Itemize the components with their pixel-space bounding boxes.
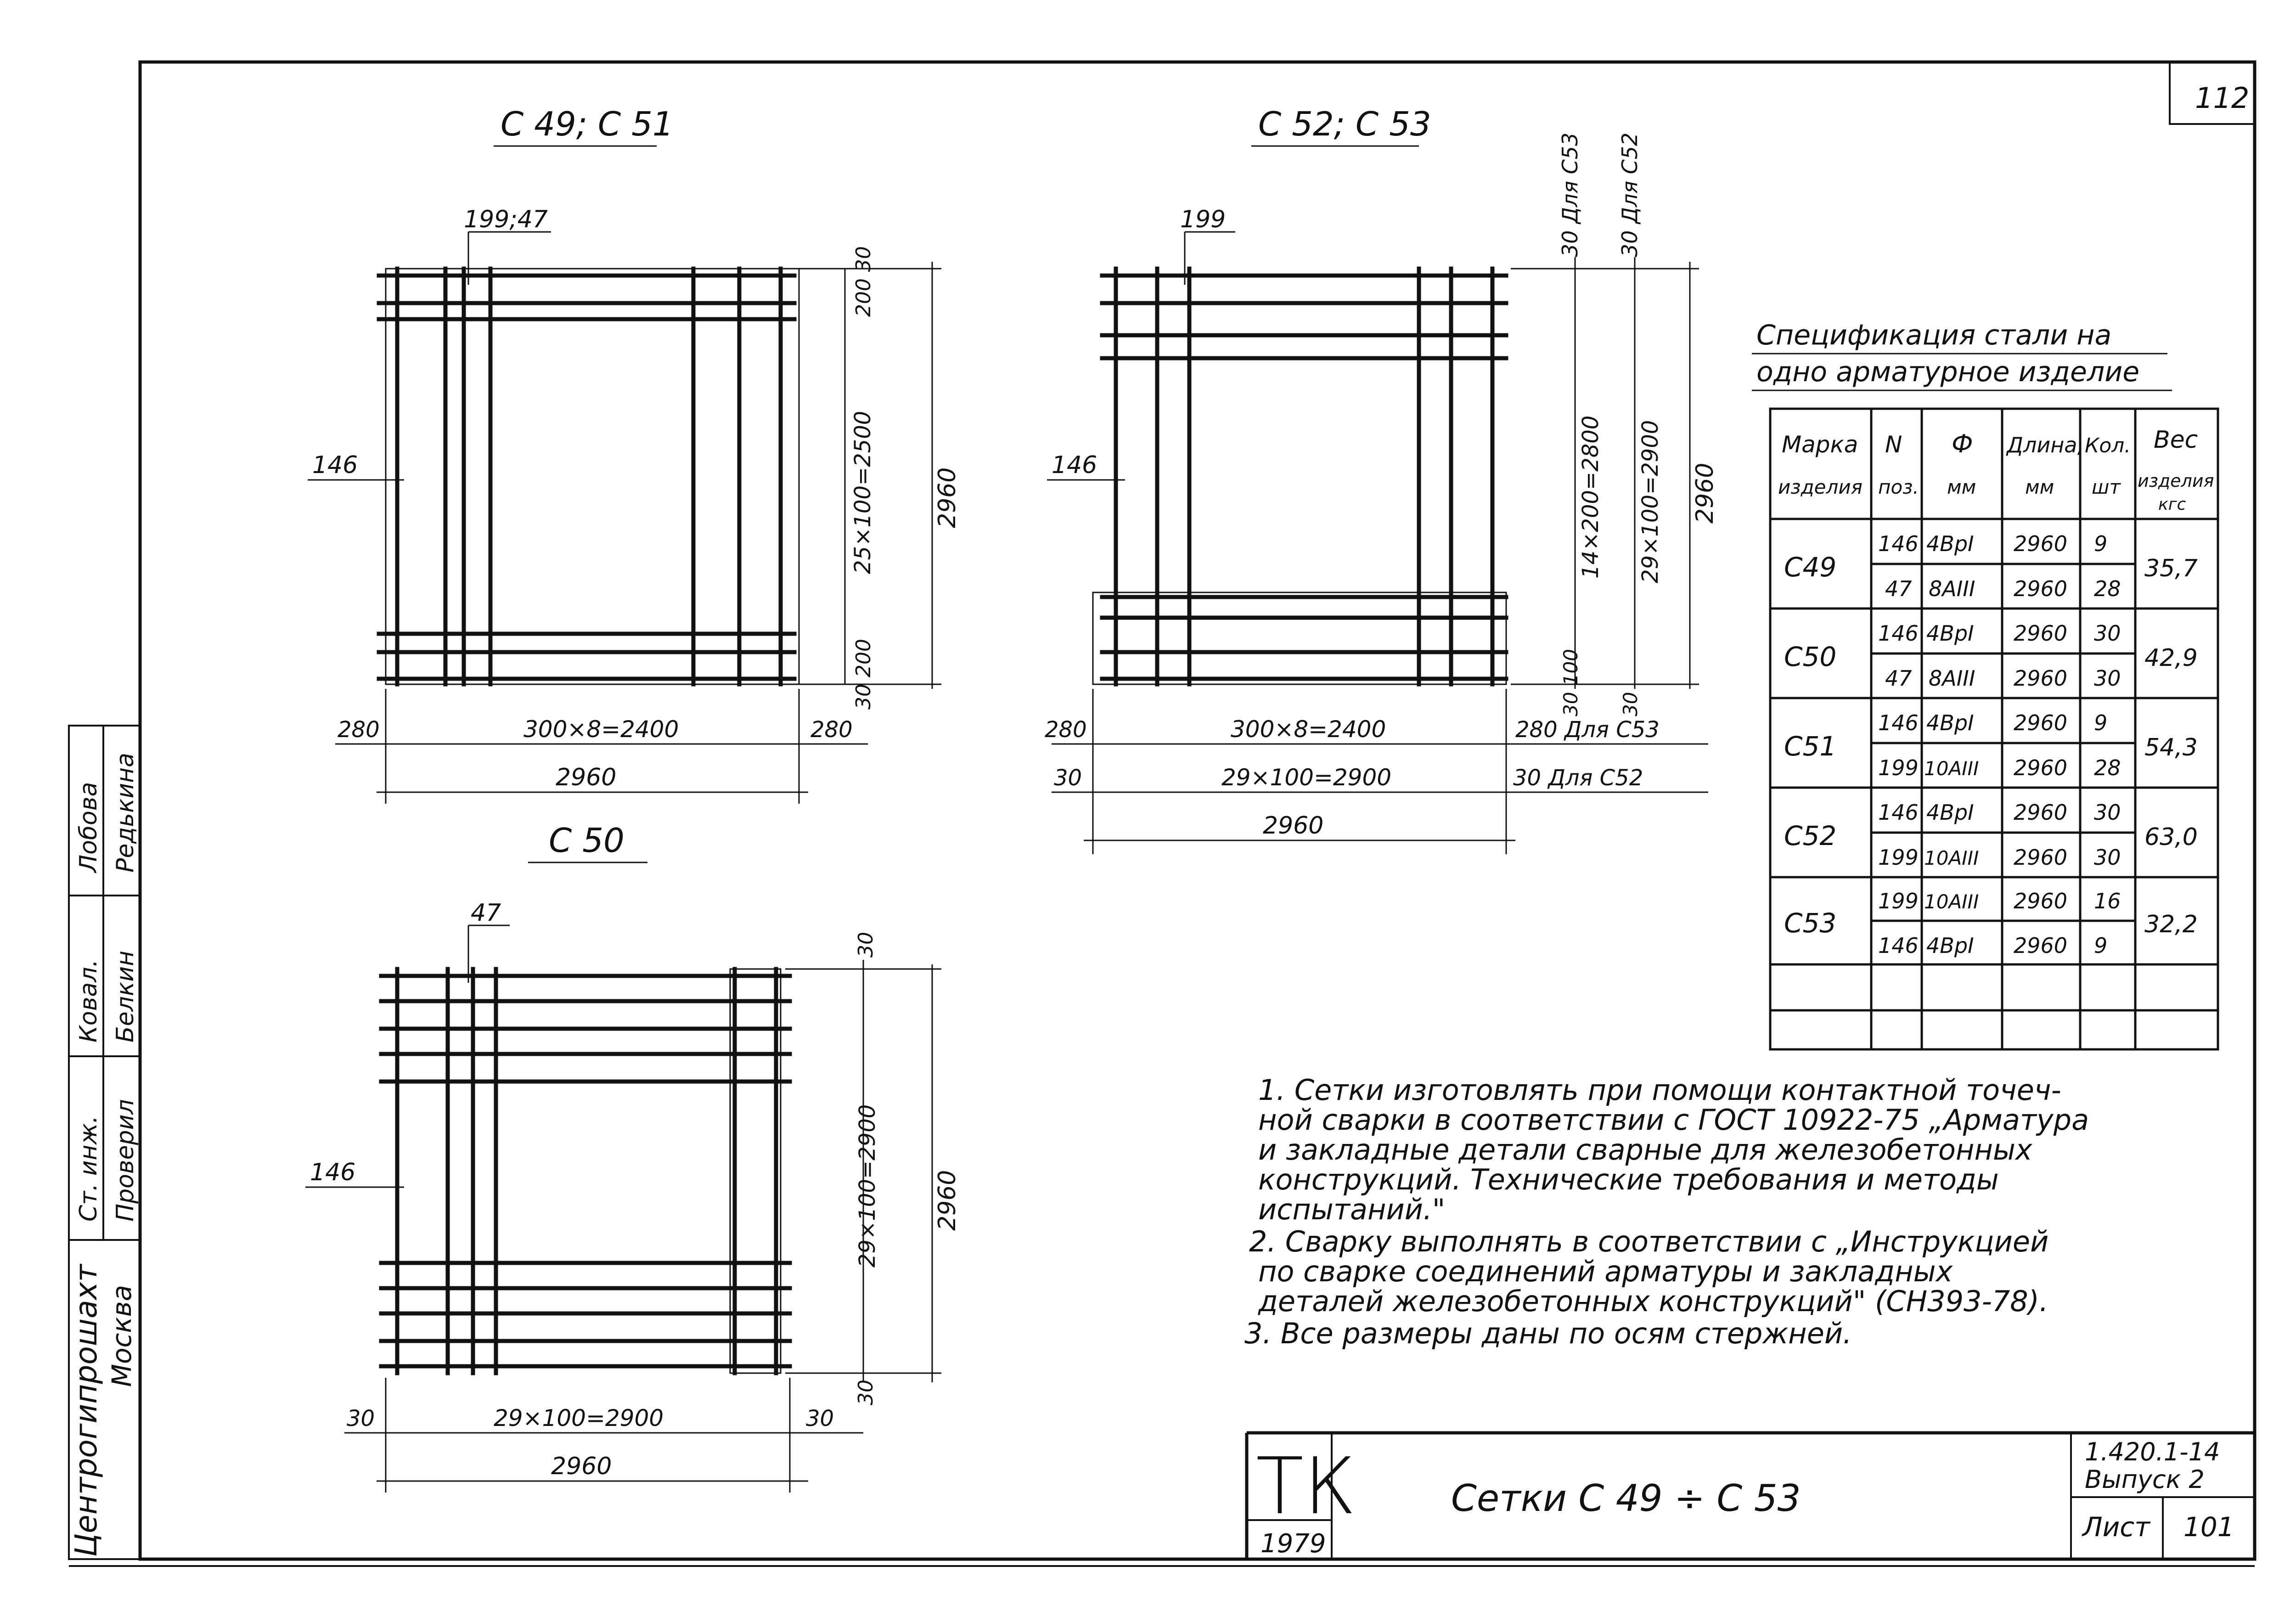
drawing-c50 <box>305 821 961 1493</box>
hdr-mark-2: изделия <box>1778 476 1863 498</box>
spec-table-border <box>1770 409 2218 1049</box>
stamp-city: Москва <box>106 1285 137 1387</box>
dim-row2-left: 30 <box>1054 765 1082 791</box>
bar-mark-146: 146 <box>1052 451 1097 479</box>
cell-dia: 4ВрI <box>1926 531 1974 556</box>
stamp-name: Редькина <box>112 752 139 873</box>
cell-qty: 16 <box>2094 889 2121 913</box>
cell-pos: 199 <box>1878 755 1919 780</box>
title-series: 1.420.1-14 <box>2085 1437 2220 1466</box>
drawing-c49-c51 <box>308 105 961 804</box>
dim-spacing-c53: 14×200=2800 <box>1578 415 1604 579</box>
stamp-name: Лобова <box>75 782 102 873</box>
hdr-qty-1: Кол. <box>2085 434 2131 457</box>
cell-length: 2960 <box>2014 889 2068 913</box>
cell-dia: 4ВрI <box>1926 800 1974 825</box>
cell-length: 2960 <box>2014 710 2068 735</box>
cell-qty: 9 <box>2094 933 2108 958</box>
cell-length: 2960 <box>2014 933 2068 958</box>
dim-edge-left: 280 <box>338 717 380 743</box>
hdr-qty-2: шт <box>2092 476 2121 498</box>
dim-spacing: 29×100=2900 <box>855 1104 880 1268</box>
drawing-title-c50: С 50 <box>549 821 625 860</box>
dim-edge-left: 30 <box>347 1406 375 1431</box>
hdr-length-1: Длина, <box>2007 433 2084 457</box>
note-line: по сварке соединений арматуры и закладных <box>1258 1255 1953 1288</box>
cell-dia: 10АIII <box>1924 890 1979 913</box>
hdr-pos-1: N <box>1885 431 1902 458</box>
cell-pos: 199 <box>1878 889 1919 913</box>
dim-width: 2960 <box>556 764 617 791</box>
drawing-title-c49-c51: С 49; С 51 <box>501 105 674 143</box>
dim-top-spacing: 200 30 <box>852 246 875 317</box>
bar-mark-146: 146 <box>310 1159 356 1186</box>
sheet-number: 112 <box>2195 81 2250 115</box>
row-weight: 42,9 <box>2144 644 2198 672</box>
row-weight: 54,3 <box>2144 734 2198 761</box>
spec-title-line2: одно арматурное изделие <box>1756 356 2140 388</box>
left-stamp <box>68 726 140 1559</box>
note-line: конструкций. Технические требования и методы <box>1258 1163 1999 1196</box>
dim-height: 2960 <box>934 1170 961 1231</box>
cell-qty: 28 <box>2094 755 2121 780</box>
dim-top-edge: 30 <box>854 932 878 958</box>
cell-pos: 47 <box>1885 666 1912 691</box>
cell-qty: 30 <box>2094 845 2121 870</box>
note-line: 1. Сетки изготовлять при помощи контактной точеч- <box>1258 1073 2061 1107</box>
dim-spacing-c52: 29×100=2900 <box>1638 420 1663 583</box>
dim-span: 300×8=2400 <box>523 716 679 743</box>
note-line: 2. Сварку выполнять в соответствии с „Инструкцией <box>1249 1225 2049 1258</box>
cell-pos: 146 <box>1878 710 1919 735</box>
dim-bottom-spacing: 30 200 <box>852 639 875 710</box>
dim-row1-span: 300×8=2400 <box>1231 716 1386 743</box>
row-weight: 63,0 <box>2144 823 2198 851</box>
cell-qty: 30 <box>2094 800 2121 825</box>
dim-width: 2960 <box>551 1453 612 1480</box>
cell-qty: 30 <box>2094 666 2121 691</box>
title-text: Сетки С 49 ÷ С 53 <box>1451 1477 1801 1520</box>
cell-dia: 4ВрI <box>1926 933 1974 958</box>
hdr-dia-1: Ф <box>1952 429 1973 458</box>
cell-pos: 146 <box>1878 800 1919 825</box>
spec-table <box>1752 319 2218 1049</box>
note-line: испытаний." <box>1258 1193 1446 1226</box>
dim-bottom-edge: 30 <box>854 1380 878 1405</box>
row-mark: С53 <box>1784 907 1837 939</box>
drawing-title-c52-c53: С 52; С 53 <box>1258 105 1431 143</box>
mesh-outline <box>386 269 799 684</box>
drawing-c52-c53 <box>1045 105 1719 854</box>
cell-pos: 199 <box>1878 845 1919 870</box>
mesh-outline <box>1093 592 1506 684</box>
note-line: и закладные детали сварные для железобетонных <box>1258 1133 2032 1166</box>
hdr-pos-2: поз. <box>1878 476 1919 498</box>
sheet-label: Лист <box>2082 1511 2150 1543</box>
cell-qty: 30 <box>2094 621 2121 646</box>
label-for-c53-top: 30 Для С53 <box>1558 132 1582 257</box>
dim-row1-right: 280 Для С53 <box>1515 717 1660 743</box>
note-line: 3. Все размеры даны по осям стержней. <box>1244 1317 1852 1350</box>
cell-pos: 146 <box>1878 621 1919 646</box>
row-mark: С50 <box>1784 641 1837 672</box>
dim-height: 2960 <box>934 467 961 528</box>
spec-title-line1: Спецификация стали на <box>1756 319 2112 351</box>
dim-row2-span: 29×100=2900 <box>1221 764 1392 791</box>
cell-qty: 28 <box>2094 576 2121 601</box>
row-mark: С52 <box>1784 820 1837 851</box>
dim-edge-right: 30 <box>806 1406 834 1431</box>
sheet-no: 101 <box>2183 1511 2234 1543</box>
dim-row2-right: 30 Для С52 <box>1513 765 1643 791</box>
cell-dia: 10АIII <box>1924 847 1979 869</box>
dim-mid-spacing: 25×100=2500 <box>850 411 876 574</box>
title-issue: Выпуск 2 <box>2085 1465 2205 1494</box>
cell-length: 2960 <box>2014 531 2068 556</box>
stamp-role: Ст. инж. <box>75 1115 102 1222</box>
cell-dia: 4ВрI <box>1926 710 1974 735</box>
cell-pos: 47 <box>1885 576 1912 601</box>
cell-dia: 8АIII <box>1929 666 1975 691</box>
hdr-mark-1: Марка <box>1782 431 1858 458</box>
hdr-weight-2: изделия <box>2138 471 2214 491</box>
bar-mark-199-47: 199;47 <box>464 206 548 233</box>
dim-height: 2960 <box>1691 462 1719 524</box>
hdr-weight-3: кгс <box>2158 495 2186 514</box>
stamp-signature: Ковал. <box>75 959 102 1042</box>
hdr-weight-1: Вес <box>2154 426 2198 454</box>
title-year: 1979 <box>1261 1529 1326 1559</box>
row-weight: 32,2 <box>2144 911 2198 938</box>
cell-dia: 4ВрI <box>1926 621 1974 646</box>
dim-row1-left: 280 <box>1045 717 1087 743</box>
cell-length: 2960 <box>2014 755 2068 780</box>
note-line: деталей железобетонных конструкций" (СН393-78). <box>1258 1285 2048 1318</box>
cell-length: 2960 <box>2014 845 2068 870</box>
cell-dia: 8АIII <box>1929 576 1975 601</box>
logo-tk: ТК <box>1256 1441 1356 1532</box>
stamp-role: Проверил <box>112 1099 139 1222</box>
dim-bottom-right: 30 <box>1619 692 1642 716</box>
bar-mark-146: 146 <box>312 451 358 479</box>
title-block <box>1247 1433 2255 1559</box>
dim-width: 2960 <box>1263 812 1324 839</box>
cell-qty: 9 <box>2094 531 2108 556</box>
row-mark: С51 <box>1784 731 1837 762</box>
dim-span: 29×100=2900 <box>494 1405 664 1431</box>
cell-length: 2960 <box>2014 800 2068 825</box>
dim-edge-right: 280 <box>810 717 853 743</box>
hdr-length-2: мм <box>2025 476 2054 498</box>
cell-pos: 146 <box>1878 933 1919 958</box>
row-weight: 35,7 <box>2144 555 2198 582</box>
bar-mark-47: 47 <box>471 899 501 927</box>
dim-bottom-left: 30 100 <box>1559 649 1582 716</box>
cell-qty: 9 <box>2094 710 2108 735</box>
row-mark: С49 <box>1784 552 1837 583</box>
cell-length: 2960 <box>2014 621 2068 646</box>
stamp-org: Центрогипрошахт <box>68 1264 104 1557</box>
cell-length: 2960 <box>2014 666 2068 691</box>
note-line: ной сварки в соответствии с ГОСТ 10922-75 „Арматура <box>1258 1103 2089 1137</box>
cell-pos: 146 <box>1878 531 1919 556</box>
stamp-signature: Белкин <box>112 950 139 1042</box>
cell-length: 2960 <box>2014 576 2068 601</box>
notes <box>1244 1073 2089 1350</box>
bar-mark-199: 199 <box>1180 206 1226 233</box>
label-for-c52-top: 30 Для С52 <box>1617 132 1642 257</box>
cell-dia: 10АIII <box>1924 757 1979 780</box>
hdr-dia-2: мм <box>1947 476 1976 498</box>
